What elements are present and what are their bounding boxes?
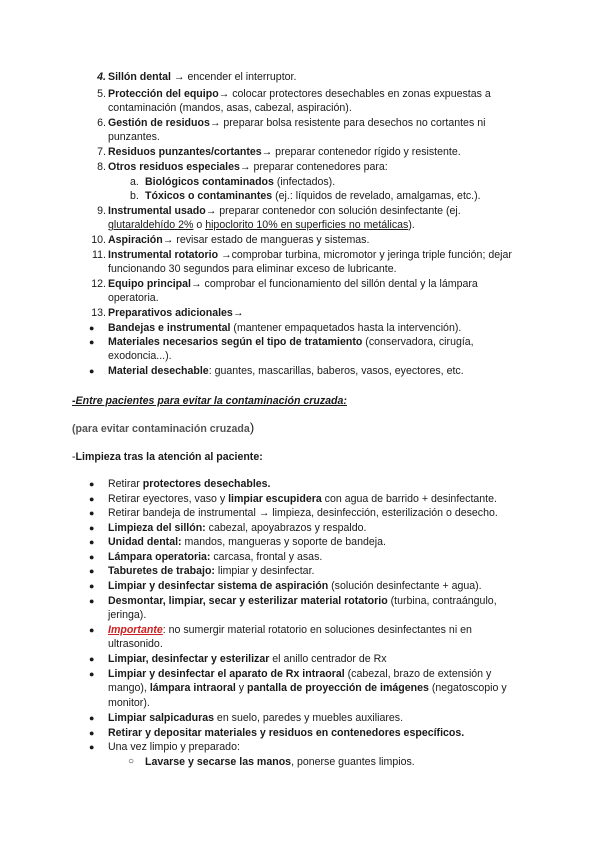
bullet-term: Limpieza del sillón: (108, 522, 206, 534)
sub-text: (ej.: líquidos de revelado, amalgamas, etc.). (272, 190, 481, 202)
bullet-text: Una vez limpio y preparado: (108, 741, 240, 753)
bullet-term: Limpiar y desinfectar sistema de aspiración (108, 580, 329, 592)
underlined-term: glutaraldehído 2% (108, 219, 194, 232)
bullet-dot-icon: ● (89, 596, 95, 606)
bullet-term: Material desechable (108, 365, 209, 377)
sub-bullet-item (128, 755, 525, 769)
item-text: → encender el interruptor. (170, 71, 297, 83)
bullet-item (89, 711, 520, 725)
bullet-dot-icon: ● (89, 625, 95, 635)
bullet-term: Unidad dental: (108, 536, 182, 548)
bullet-item (89, 550, 520, 564)
bullet-item (89, 594, 520, 623)
item-term: Instrumental rotatorio (108, 249, 219, 261)
bullet-text: (turbina, contraángulo, jeringa). (108, 595, 497, 622)
bullet-item (89, 740, 520, 754)
bullet-text: : no sumergir material rotatorio en soluciones desinfectantes ni en ultrasonido. (108, 624, 472, 651)
paren-note (72, 421, 532, 436)
bullet-item (89, 652, 520, 666)
section-title-text: -Entre pacientes para evitar la contaminación cruzada: (72, 395, 347, 407)
bullet-dot-icon: ● (89, 494, 95, 504)
bullet-dot-icon: ● (89, 566, 95, 576)
item-text: → revisar estado de mangueras y sistemas. (162, 234, 370, 246)
bullet-text: el anillo centrador de Rx (269, 653, 387, 665)
bullet-item (89, 335, 520, 364)
item-number: 12. (91, 278, 106, 290)
bullet-text: (solución desinfectante + agua). (328, 580, 482, 592)
item-number: 13. (91, 307, 106, 319)
item-number: 9. (97, 205, 106, 217)
bullet-item (89, 364, 520, 378)
item-text: → comprobar el funcionamiento del sillón dental y la lámpara operatoria. (108, 278, 478, 305)
list-item (97, 70, 520, 84)
bullet-term: Retirar y depositar materiales y residuos en contenedores específicos. (108, 727, 465, 739)
item-text: → preparar contenedores para: (239, 161, 388, 173)
bullet-term: lámpara intraoral (149, 682, 236, 695)
important-label: Importante (108, 624, 163, 636)
bullet-item (89, 564, 520, 578)
bullet-text: Retirar (108, 478, 143, 490)
item-number: 5. (97, 88, 106, 100)
item-text: → (232, 307, 244, 319)
list-item (97, 160, 520, 174)
sub-term: Tóxicos o contaminantes (145, 190, 273, 202)
bullet-term: Materiales necesarios según el tipo de tratamiento (108, 336, 363, 348)
bullet-item (89, 477, 520, 491)
item-term: Protección del equipo (108, 88, 219, 100)
item-text-end: ). (408, 219, 415, 232)
bullet-term: pantalla de proyección de imágenes (246, 682, 429, 695)
bullet-text: en suelo, paredes y muebles auxiliares. (213, 712, 404, 724)
bullet-text: limpiar y desinfectar. (214, 565, 315, 577)
bullet-dot-icon: ● (89, 654, 95, 664)
bullet-dot-icon: ● (89, 581, 95, 591)
item-term: Equipo principal (108, 278, 191, 290)
bullet-dot-icon: ● (89, 713, 95, 723)
bullet-text: mandos, mangueras y soporte de bandeja. (181, 536, 386, 548)
item-number: 7. (97, 146, 106, 158)
circle-bullet-icon: ○ (128, 756, 135, 767)
list-item (97, 116, 520, 145)
bullet-text: (conservadora, cirugía, exodoncia...). (108, 336, 474, 363)
bullet-dot-icon: ● (89, 366, 95, 376)
subsection-dash: - (72, 451, 76, 463)
bullet-text: Retirar eyectores, vaso y (108, 493, 229, 505)
paren-note-text: (para evitar contaminación cruzada (72, 423, 250, 435)
subsection-title (72, 450, 532, 464)
list-item (92, 248, 520, 277)
list-item (97, 145, 520, 159)
bullet-dot-icon: ● (89, 728, 95, 738)
sub-bullet-term: Lavarse y secarse las manos (145, 756, 292, 768)
item-text: → preparar contenedor rígido y resistente. (261, 146, 461, 158)
bullet-dot-icon: ● (89, 337, 95, 347)
bullet-item (89, 623, 520, 652)
sub-bullet-text: , ponerse guantes limpios. (291, 756, 415, 768)
sub-list-item (130, 175, 525, 189)
bullet-item (89, 521, 520, 535)
item-term: Otros residuos especiales (108, 161, 240, 173)
bullet-term: Limpiar salpicaduras (108, 712, 214, 724)
section-title (72, 394, 532, 408)
list-item (91, 306, 520, 320)
item-number: 6. (97, 117, 106, 129)
bullet-term: Taburetes de trabajo: (108, 565, 215, 577)
bullet-term: Limpiar y desinfectar el aparato de Rx intraoral (108, 668, 345, 680)
list-item (91, 277, 520, 306)
bullet-text: Retirar bandeja de instrumental → limpieza, desinfección, esterilización o desecho. (108, 507, 498, 519)
item-term: Preparativos adicionales (108, 307, 233, 319)
item-term: Gestión de residuos (108, 117, 210, 129)
sub-letter: b. (130, 190, 139, 202)
bullet-text: carcasa, frontal y asas. (210, 551, 323, 563)
bullet-text: con agua de barrido + desinfectante. (321, 493, 497, 505)
sub-list-item (130, 189, 525, 203)
paren-close: ) (249, 420, 255, 435)
bullet-dot-icon: ● (89, 552, 95, 562)
bullet-dot-icon: ● (89, 537, 95, 547)
bullet-item (89, 667, 520, 710)
bullet-text: cabezal, apoyabrazos y respaldo. (205, 522, 367, 534)
item-term: Residuos punzantes/cortantes (108, 146, 262, 158)
bullet-text: : guantes, mascarillas, baberos, vasos, eyectores, etc. (208, 365, 464, 377)
item-term: Sillón dental (108, 71, 171, 83)
bullet-term: Lámpara operatoria: (108, 551, 211, 563)
item-text: → preparar contenedor con solución desinfectante (ej. (205, 205, 461, 217)
item-text: →comprobar turbina, micromotor y jeringa triple función; dejar funcionando 30 segundos para eliminar exceso de lubricante. (108, 249, 512, 276)
bullet-term: Limpiar, desinfectar y esterilizar (108, 653, 270, 665)
underlined-term: hipoclorito 10% en superficies no metálicas (205, 219, 409, 232)
bullet-item (89, 579, 520, 593)
item-text: → colocar protectores desechables en zonas expuestas a contaminación (mandos, asas, cabezal, aspiración). (108, 88, 491, 115)
item-term: Aspiración (108, 234, 163, 246)
subsection-title-text: Limpieza tras la atención al paciente: (75, 451, 263, 463)
item-number: 10. (91, 234, 106, 246)
bullet-term: protectores desechables. (142, 478, 271, 490)
item-text: → preparar bolsa resistente para desechos no cortantes ni punzantes. (108, 117, 486, 144)
sub-text: (infectados). (273, 176, 336, 188)
bullet-dot-icon: ● (89, 742, 95, 752)
bullet-term: Desmontar, limpiar, secar y esterilizar material rotatorio (108, 595, 388, 607)
item-term: Instrumental usado (108, 205, 206, 217)
sub-term: Biológicos contaminados (145, 176, 274, 188)
bullet-term: limpiar escupidera (228, 493, 322, 505)
bullet-item (89, 492, 520, 506)
item-number: 4. (97, 71, 106, 83)
item-number: 11. (92, 249, 106, 261)
item-number: 8. (97, 161, 106, 173)
bullet-item (89, 321, 520, 335)
list-item (97, 87, 520, 116)
bullet-dot-icon: ● (89, 669, 95, 679)
list-item (97, 204, 520, 233)
item-text-connector: o (193, 219, 206, 232)
bullet-item (89, 535, 520, 549)
bullet-item (89, 506, 520, 520)
bullet-dot-icon: ● (89, 523, 95, 533)
bullet-text: (mantener empaquetados hasta la intervención). (230, 322, 462, 334)
list-item (91, 233, 520, 247)
bullet-text: (negatoscopio y monitor). (108, 682, 507, 709)
bullet-dot-icon: ● (89, 508, 95, 518)
sub-letter: a. (130, 176, 139, 188)
bullet-dot-icon: ● (89, 479, 95, 489)
bullet-term: Bandejas e instrumental (108, 322, 231, 334)
bullet-text: y (235, 682, 247, 695)
bullet-dot-icon: ● (89, 323, 95, 333)
bullet-item (89, 726, 520, 740)
bullet-text: (cabezal, brazo de extensión y mango), (108, 668, 492, 695)
